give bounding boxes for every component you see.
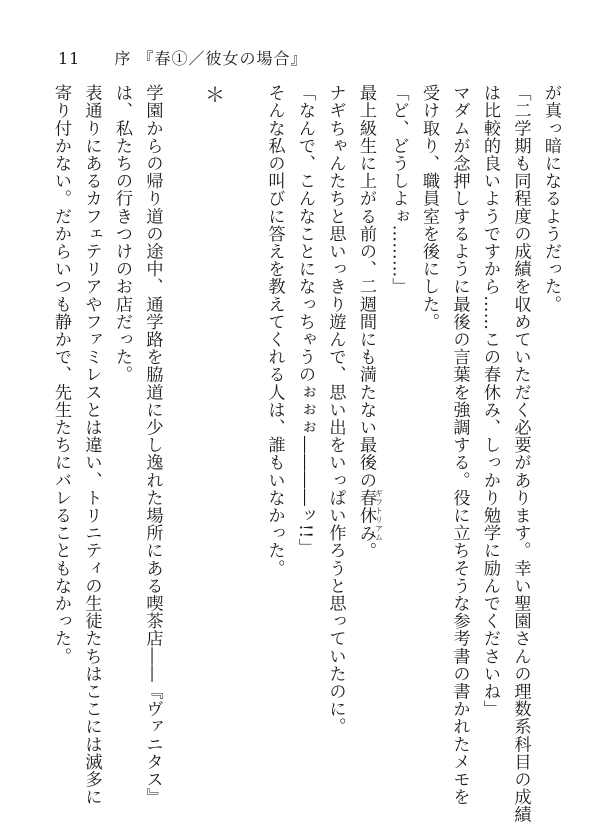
text-line: 受け取り、職員室を後にした。 <box>419 84 439 331</box>
blank-line <box>168 84 199 804</box>
text-line: ナギちゃんたちと思いっきり遊んで、思い出をいっぱい作ろうと思っていたのに。 <box>325 84 346 736</box>
ruby-annotation: 春休みギフトリアム <box>356 488 384 542</box>
text-line: 表通りにあるカフェテリアやファミレスとは違い、トリニティの生徒たちはここには滅多に <box>81 84 102 806</box>
text-line: は、私たちの行きつけのお店だった。 <box>112 84 132 384</box>
running-header <box>58 46 307 69</box>
text-line: 「二学期も同程度の成績を収めていただく必要があります。幸い聖園さんの理数系科目の成績 <box>510 84 531 824</box>
text-line: 「なんで、こんなことになっちゃうのぉぉぉ――――ッ!!」 <box>295 84 315 557</box>
text-line: 寄り付かない。だからいつも静かで、先生たちにバレることもなかった。 <box>51 84 71 665</box>
ruby-reading: ギフトリアム <box>374 488 384 542</box>
text-line: は比較的良いようですから……この春休み、しっかり勉学に励んでくださいね」 <box>480 84 500 718</box>
scene-break-asterisk: ＊ <box>201 84 226 105</box>
blank-line <box>229 84 260 804</box>
text-line: そんな私の叫びに答えを教えてくれる人は、誰もいなかった。 <box>264 84 285 577</box>
text-line: マダムが念押しするように最後の言葉を強調する。役に立ちそうな参考書の書かれたメモを <box>449 84 470 806</box>
page-number: 11 <box>58 49 81 68</box>
vertical-body-text <box>46 84 567 824</box>
text-line: 最上級生に上がる前の、二週間にも満たない最後の春休みギフトリアム。 <box>356 84 384 560</box>
chapter-title: 序 『春①／彼女の場合』 <box>114 49 308 68</box>
text-line: 学園からの帰り道の途中、通学路を脇道に少し逸れた場所にある喫茶店――『ヴァニタス』 <box>142 84 163 806</box>
text-line: 「ど、どうしよぉ………」 <box>388 84 409 296</box>
text-line: が真っ暗になるようだった。 <box>541 84 561 313</box>
